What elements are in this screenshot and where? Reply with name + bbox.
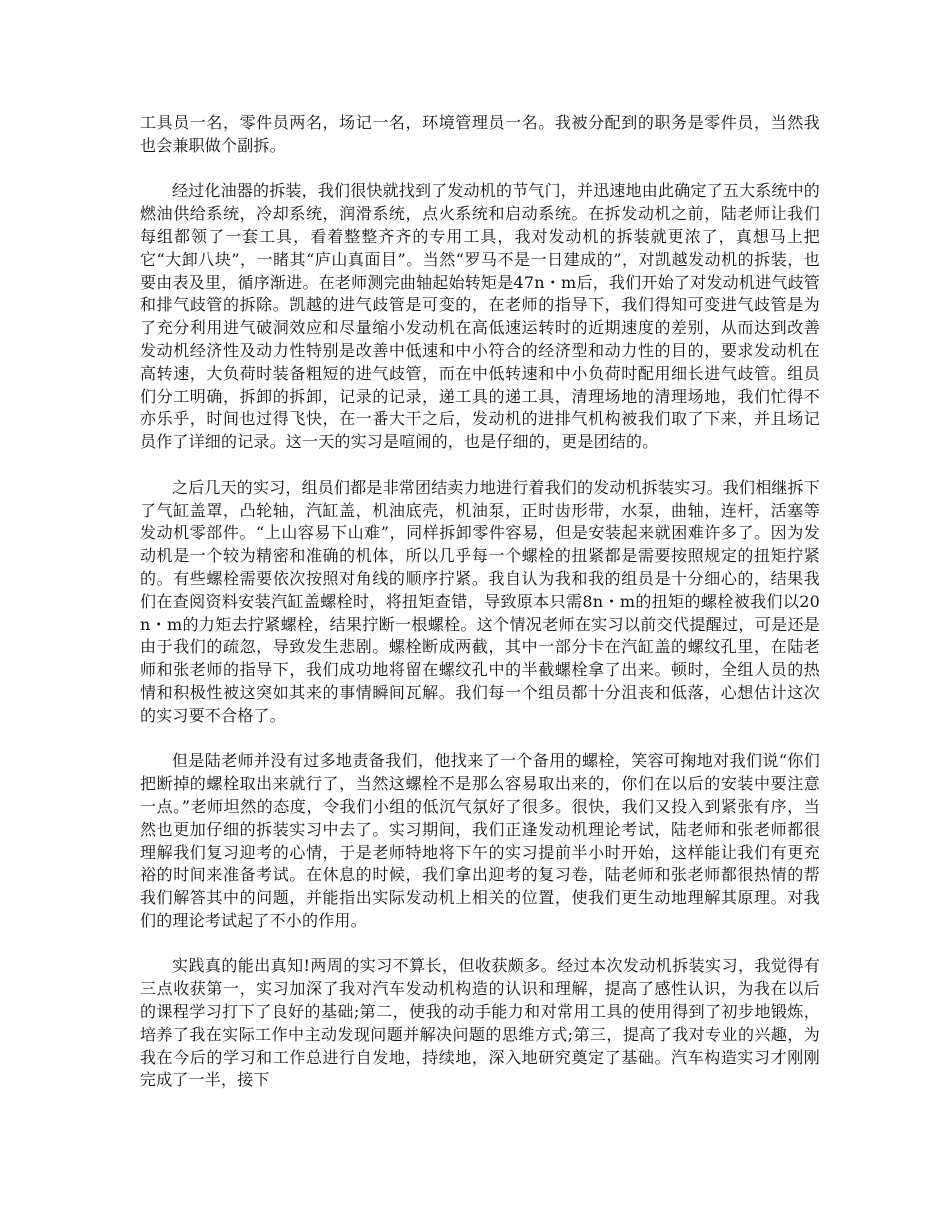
paragraph-4: 但是陆老师并没有过多地责备我们，他找来了一个备用的螺栓，笑容可掬地对我们说“你们把断掉的螺栓取出来就行了，当然这螺栓不是那么容易取出来的，你们在以后的安装中要注意一点。”老师坦然的态度，令我们小组的低沉气氛好了很多。很快，我们又投入到紧张有序，当然也更加仔细的拆装实习中去了。实习期间，我们正逢发动机理论考试，陆老师和张老师都很理解我们复习迎考的心情，于是老师特地将下午的实习提前半小时开始，这样能让我们有更充裕的时间来准备考试。在休息的时候，我们拿出迎考的复习卷，陆老师和张老师都很热情的帮我们解答其中的问题，并能指出实际发动机上相关的位置，使我们更生动地理解其原理。对我们的理论考试起了不小的作用。 [140, 751, 820, 930]
paragraph-5: 实践真的能出真知!两周的实习不算长，但收获颇多。经过本次发动机拆装实习，我觉得有三点收获第一，实习加深了我对汽车发动机构造的认识和理解，提高了感性认识，为我在以后的课程学习打下了良好的基础;第二，使我的动手能力和对常用工具的使用得到了初步地锻炼，培养了我在实际工作中主动发现问题并解决问题的思维方式;第三，提高了我对专业的兴趣，为我在今后的学习和工作总进行自发地，持续地，深入地研究奠定了基础。汽车构造实习才刚刚完成了一半，接下 [140, 956, 820, 1090]
paragraph-3: 之后几天的实习，组员们都是非常团结卖力地进行着我们的发动机拆装实习。我们相继拆下了气缸盖罩，凸轮轴，汽缸盖，机油底壳，机油泵，正时齿形带，水泵，曲轴，连杆，活塞等发动机零部件。“上山容易下山难”，同样拆卸零件容易，但是安装起来就困难许多了。因为发动机是一个较为精密和准确的机体，所以几乎每一个螺栓的扭紧都是需要按照规定的扭矩拧紧的。有些螺栓需要依次按照对角线的顺序拧紧。我自认为我和我的组员是十分细心的，结果我们在查阅资料安装汽缸盖螺栓时，将扭矩查错，导致原本只需8n・m的扭矩的螺栓被我们以20n・m的力矩去拧紧螺栓，结果拧断一根螺栓。这个情况老师在实习以前交代提醒过，可是还是由于我们的疏忽，导致发生悲剧。螺栓断成两截，其中一部分卡在汽缸盖的螺纹孔里，在陆老师和张老师的指导下，我们成功地将留在螺纹孔中的半截螺栓拿了出来。顿时，全组人员的热情和积极性被这突如其来的事情瞬间瓦解。我们每一个组员都十分沮丧和低落，心想估计这次的实习要不合格了。 [140, 477, 821, 725]
paragraph-1: 工具员一名，零件员两名，场记一名，环境管理员一名。我被分配到的职务是零件员，当然我也会兼职做个副拆。 [140, 113, 820, 155]
paragraph-2: 经过化油器的拆装，我们很快就找到了发动机的节气门，并迅速地由此确定了五大系统中的燃油供给系统，冷却系统，润滑系统，点火系统和启动系统。在拆发动机之前，陆老师让我们每组都领了一套工具，看着整整齐齐的专用工具，我对发动机的拆装就更浓了，真想马上把它“大卸八块”，一睹其“庐山真面目”。当然“罗马不是一日建成的”，对凯越发动机的拆装，也要由表及里，循序渐进。在老师测完曲轴起始转矩是47n・m后，我们开始了对发动机进气歧管和排气歧管的拆除。凯越的进气歧管是可变的，在老师的指导下，我们得知可变进气歧管是为了充分利用进气破洞效应和尽量缩小发动机在高低速运转时的近期速度的差别，从而达到改善发动机经济性及动力性特别是改善中低速和中小符合的经济型和动力性的目的，要求发动机在高转速，大负荷时装备粗短的进气歧管，而在中低转速和中小负荷时配用细长进气歧管。组员们分工明确，拆卸的拆卸，记录的记录，递工具的递工具，清理场地的清理场地，我们忙得不亦乐乎，时间也过得飞快，在一番大干之后，发动机的进排气机构被我们取了下来，并且场记员作了详细的记录。这一天的实习是喧闹的，也是仔细的，更是团结的。 [140, 181, 821, 452]
document-body [140, 112, 820, 1115]
